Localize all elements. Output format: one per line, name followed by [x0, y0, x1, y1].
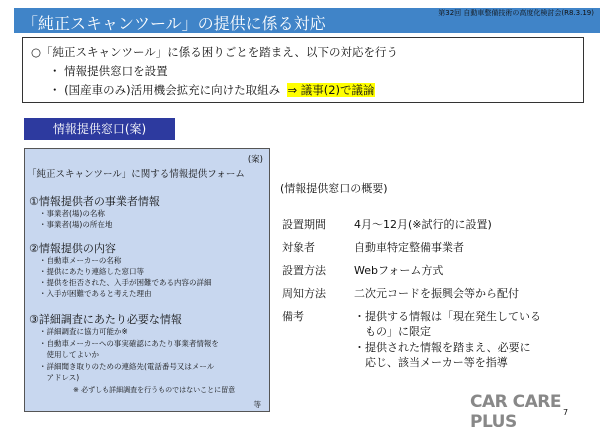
row-value: 自動車特定整備事業者	[354, 241, 464, 254]
section-1: ①情報提供者の事業者情報	[29, 195, 160, 208]
form-draft-box	[24, 148, 270, 412]
section-3: ③詳細調査にあたり必要な情報	[29, 313, 182, 326]
item: ・自動車メーカーへの事実確認にあたり事業者情報を	[39, 339, 219, 348]
item: アドレス)	[39, 373, 80, 382]
form-title: 「純正スキャンツール」に関する情報提供フォーム	[27, 169, 245, 180]
item: ・提供にあたり連絡した窓口等	[39, 267, 144, 276]
row-label: 備考	[282, 310, 304, 323]
title-bar	[14, 8, 600, 33]
row-value: 二次元コードを振興会等から配付	[354, 287, 519, 300]
item: ・自動車メーカーの名称	[39, 256, 122, 265]
row-value: ・提供する情報は「現在発生している	[354, 310, 541, 323]
etc: 等	[253, 400, 261, 409]
item: ・事業者(場)の所在地	[39, 220, 113, 229]
row-label: 設置期間	[282, 218, 326, 231]
section-2: ②情報提供の内容	[29, 242, 116, 255]
meeting-info: 第32回 自動車整備技術の高度化検討会(R8.3.19)	[438, 9, 594, 17]
item: 使用してよいか	[39, 350, 99, 359]
row-value: 応じ、該当メーカー等を指導	[354, 356, 508, 369]
row-label: 周知方法	[282, 287, 326, 300]
page-number: 7	[563, 408, 569, 417]
row-value: 4月～12月(※試行的に設置)	[354, 218, 492, 231]
summary-bullet: ・ 情報提供窓口を設置	[49, 64, 168, 78]
row-value: もの」に限定	[354, 325, 431, 338]
item: ・提供を拒否された、入手が困難である内容の詳細	[39, 278, 212, 287]
summary-box	[22, 37, 584, 103]
row-label: 対象者	[282, 241, 315, 254]
row-label: 設置方法	[282, 264, 326, 277]
page-title: 「純正スキャンツール」の提供に係る対応	[22, 14, 326, 33]
item: ・詳細調査に協力可能か※	[39, 327, 128, 336]
overview-title: (情報提供窓口の概要)	[280, 182, 388, 195]
item: ・事業者(場)の名称	[39, 209, 105, 218]
bullet-text: ・ (国産車のみ)活用機会拡充に向けた取組み	[49, 83, 281, 97]
section-title: 情報提供窓口(案)	[24, 118, 175, 140]
item: ・詳細聞き取りのための連絡先(電話番号又はメール	[39, 362, 215, 371]
item: ・入手が困難であると考えた理由	[39, 289, 152, 298]
draft-label: (案)	[247, 155, 263, 165]
note: ※ 必ずしも詳細調査を行うものではないことに留意	[73, 386, 236, 394]
summary-bullet	[49, 82, 375, 98]
row-value: ・提供された情報を踏まえ、必要に	[354, 341, 531, 354]
summary-lead: ○「純正スキャンツール」に係る困りごとを踏まえ、以下の対応を行う	[31, 45, 398, 59]
watermark-logo: CAR CARE PLUS	[470, 392, 561, 432]
row-value: Webフォーム方式	[354, 264, 444, 277]
agenda-highlight: ⇒ 議事(2)で議論	[287, 83, 375, 97]
